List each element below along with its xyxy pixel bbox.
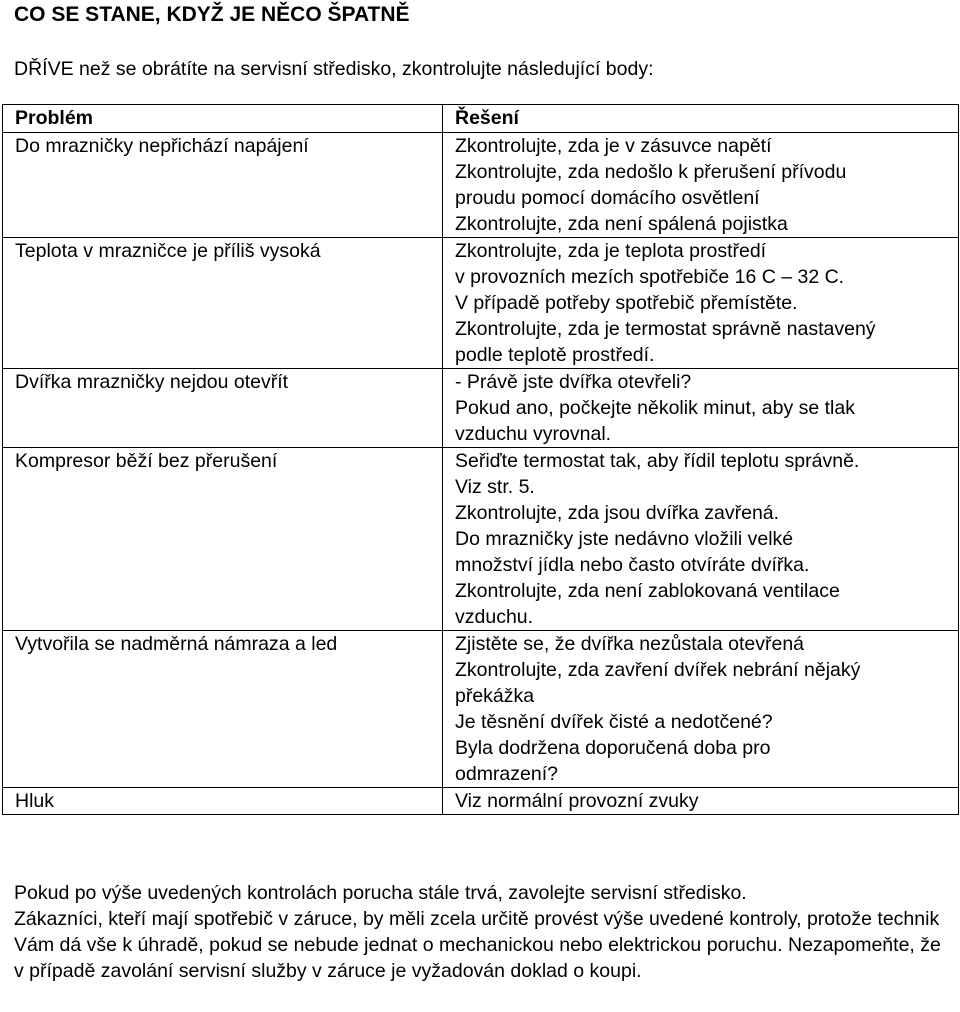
solution-line: Zkontrolujte, zda není zablokovaná ventilace bbox=[455, 580, 840, 602]
solution-line: Zkontrolujte, zda je v zásuvce napětí bbox=[455, 135, 772, 157]
solution-line: Do mrazničky jste nedávno vložili velké bbox=[455, 528, 794, 550]
problem-text: Hluk bbox=[15, 790, 55, 812]
solution-line: Zkontrolujte, zda jsou dvířka zavřená. bbox=[455, 502, 780, 524]
solution-column-header: Řešení bbox=[443, 105, 959, 133]
solution-line: Zkontrolujte, zda nedošlo k přerušení přívodu bbox=[455, 161, 847, 183]
intro-text: DŘÍVE než se obrátíte na servisní středisko, zkontrolujte následující body: bbox=[14, 58, 654, 80]
solution-line: Pokud ano, počkejte několik minut, aby se tlak bbox=[455, 397, 855, 419]
problem-cell bbox=[3, 369, 443, 448]
solution-line: Zkontrolujte, zda není spálená pojistka bbox=[455, 213, 788, 235]
solution-line: Viz normální provozní zvuky bbox=[455, 790, 699, 812]
solution-line: Byla dodržena doporučená doba pro bbox=[455, 737, 771, 759]
table-header-row bbox=[3, 105, 959, 133]
problem-text: Kompresor běží bez přerušení bbox=[15, 450, 278, 472]
page-heading: CO SE STANE, KDYŽ JE NĚCO ŠPATNĚ bbox=[14, 3, 410, 26]
table-row bbox=[3, 788, 959, 815]
solution-cell bbox=[443, 448, 959, 631]
solution-line: V případě potřeby spotřebič přemístěte. bbox=[455, 292, 798, 314]
table-row bbox=[3, 369, 959, 448]
footer-paragraph-service: Pokud po výše uvedených kontrolách porucha stále trvá, zavolejte servisní středisko. bbox=[14, 882, 747, 904]
problem-cell bbox=[3, 788, 443, 815]
solution-line: v provozních mezích spotřebiče 16 C – 32 C. bbox=[455, 266, 845, 288]
problem-column-header: Problém bbox=[3, 105, 443, 133]
footer-paragraph-warranty: Zákazníci, kteří mají spotřebič v záruce, by měli zcela určitě provést výše uvedené kontroly, protože technik Vám dá vše k úhradě, pokud se nebude jednat o mechanickou nebo elektrickou poruchu. Nezapomeňte, že v případě zavolání servisní služby v záruce je vyžadován doklad o koupi. bbox=[14, 908, 941, 982]
solution-line: Je těsnění dvířek čisté a nedotčené? bbox=[455, 711, 773, 733]
problem-cell bbox=[3, 448, 443, 631]
problem-text: Do mrazničky nepřichází napájení bbox=[15, 135, 309, 157]
problem-cell bbox=[3, 238, 443, 369]
solution-line: množství jídla nebo často otvíráte dvířka. bbox=[455, 554, 810, 576]
solution-cell bbox=[443, 788, 959, 815]
solution-line: vzduchu. bbox=[455, 606, 534, 628]
problem-text: Dvířka mrazničky nejdou otevřít bbox=[15, 371, 289, 393]
problem-cell bbox=[3, 631, 443, 788]
solution-cell bbox=[443, 238, 959, 369]
solution-line: Zjistěte se, že dvířka nezůstala otevřená bbox=[455, 633, 805, 655]
table-row bbox=[3, 448, 959, 631]
solution-line: podle teplotě prostředí. bbox=[455, 344, 655, 366]
solution-cell bbox=[443, 369, 959, 448]
solution-line: Zkontrolujte, zda je termostat správně nastavený bbox=[455, 318, 876, 340]
solution-line: - Právě jste dvířka otevřeli? bbox=[455, 371, 692, 393]
problem-text: Teplota v mrazničce je příliš vysoká bbox=[15, 240, 321, 262]
table-row bbox=[3, 238, 959, 369]
solution-line: překážka bbox=[455, 685, 535, 707]
solution-line: Seřiďte termostat tak, aby řídil teplotu správně. bbox=[455, 450, 860, 472]
solution-line: Viz str. 5. bbox=[455, 476, 535, 498]
footer-notes bbox=[14, 880, 954, 984]
solution-line: vzduchu vyrovnal. bbox=[455, 423, 612, 445]
problem-text: Vytvořila se nadměrná námraza a led bbox=[15, 633, 338, 655]
table-row bbox=[3, 631, 959, 788]
problem-cell bbox=[3, 133, 443, 238]
solution-cell bbox=[443, 631, 959, 788]
solution-cell bbox=[443, 133, 959, 238]
table-row bbox=[3, 133, 959, 238]
solution-line: Zkontrolujte, zda je teplota prostředí bbox=[455, 240, 767, 262]
solution-line: odmrazení? bbox=[455, 763, 558, 785]
troubleshooting-table bbox=[2, 104, 959, 815]
solution-line: proudu pomocí domácího osvětlení bbox=[455, 187, 760, 209]
solution-line: Zkontrolujte, zda zavření dvířek nebrání nějaký bbox=[455, 659, 861, 681]
